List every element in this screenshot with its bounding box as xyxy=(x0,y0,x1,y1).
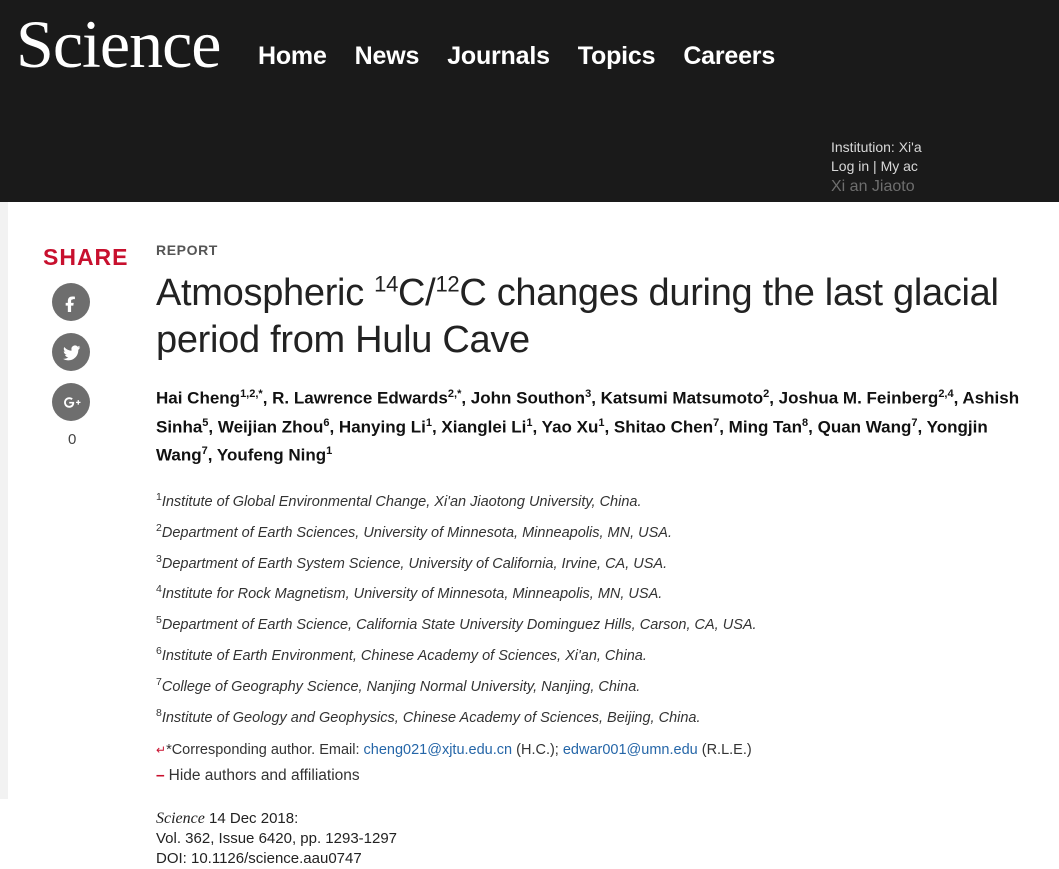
nav-item-journals[interactable]: Journals xyxy=(447,42,550,70)
share-title: SHARE xyxy=(43,244,129,270)
journal-name: Science xyxy=(156,809,205,827)
facebook-share-button[interactable] xyxy=(52,283,90,321)
corresponding-email-2-note: (R.L.E.) xyxy=(701,741,752,758)
affiliation-text: Institute of Earth Environment, Chinese Academy of Sciences, Xi'an, China. xyxy=(161,647,647,664)
affiliation-text: College of Geography Science, Nanjing Normal University, Nanjing, China. xyxy=(161,678,641,695)
institution-label: Institution: Xi'a xyxy=(831,139,922,155)
article-header-block xyxy=(156,242,1036,869)
institution-name: Xi an Jiaoto xyxy=(831,178,915,195)
article-type-label: REPORT xyxy=(156,242,218,258)
google-plus-share-button[interactable] xyxy=(52,383,90,421)
hide-authors-toggle[interactable] xyxy=(156,765,1036,787)
site-header xyxy=(0,0,1059,202)
affiliation-text: Institute of Global Environmental Change, Xi'an Jiaotong University, China. xyxy=(161,493,642,510)
affiliation-item xyxy=(156,638,1036,669)
share-count: 0 xyxy=(68,431,77,448)
corresponding-author-line xyxy=(156,739,1036,761)
affiliation-item xyxy=(156,515,1036,546)
title-mid: C/ xyxy=(398,272,436,314)
affiliation-number: 7 xyxy=(156,675,162,688)
corresponding-label: *Corresponding author. Email: xyxy=(166,741,360,758)
affiliation-number: 6 xyxy=(156,645,162,658)
nav-item-news[interactable]: News xyxy=(354,42,420,70)
corresponding-email-2[interactable]: edwar001@umn.edu xyxy=(562,741,698,758)
affiliation-number: 1 xyxy=(156,490,162,503)
affiliation-text: Department of Earth System Science, University of California, Irvine, CA, USA. xyxy=(161,555,668,572)
corresponding-email-1[interactable]: cheng021@xjtu.edu.cn xyxy=(363,741,513,758)
citation-block xyxy=(156,809,1036,869)
affiliation-number: 5 xyxy=(156,614,162,627)
affiliation-item xyxy=(156,607,1036,638)
author-list: Hai Cheng$^{1,2,*}$, R. Lawrence Edwards$^{2,*}$, John Southon$^3$, Katsumi Matsumoto$^2$, Joshua M. Feinberg$^{2,4}$, Ashish Sinha$^5$, Weijian Zhou$^6$, Hanying Li$^1$, Xianglei Li$^1$, Yao Xu$^1$, Shitao Chen$^7$, Ming Tan$^8$, Quan Wang$^7$, Yongjin Wang$^7$, Youfeng Ning$^1$ xyxy=(156,388,1020,465)
citation-doi: DOI: 10.1126/science.aau0747 xyxy=(156,849,362,867)
account-separator: | xyxy=(873,158,877,174)
my-account-link[interactable]: My ac xyxy=(880,158,918,174)
affiliation-item xyxy=(156,546,1036,577)
title-part-2: C changes during the last glacial period from Hulu Cave xyxy=(156,272,999,361)
main-navigation xyxy=(258,42,775,71)
twitter-share-button[interactable] xyxy=(52,333,90,371)
twitter-icon xyxy=(61,342,82,363)
title-superscript-12: 12 xyxy=(435,271,460,297)
affiliation-number: 8 xyxy=(156,706,162,719)
hide-authors-label: Hide authors and affiliations xyxy=(168,766,360,784)
affiliation-text: Institute for Rock Magnetism, University of Minnesota, Minneapolis, MN, USA. xyxy=(161,586,663,603)
login-link[interactable]: Log in xyxy=(831,158,870,174)
affiliation-list xyxy=(156,484,1036,731)
affiliation-item xyxy=(156,484,1036,515)
share-rail xyxy=(34,244,142,448)
pilcrow-icon: ↵ xyxy=(156,742,167,757)
citation-volume: Vol. 362, Issue 6420, pp. 1293-1297 xyxy=(156,829,398,847)
minus-icon: – xyxy=(156,766,165,784)
affiliation-item xyxy=(156,576,1036,607)
facebook-icon xyxy=(61,292,81,312)
affiliation-number: 3 xyxy=(156,552,162,565)
title-part-1: Atmospheric xyxy=(156,272,375,314)
account-area xyxy=(819,138,1059,198)
affiliation-number: 2 xyxy=(156,521,162,534)
affiliation-text: Department of Earth Sciences, University of Minnesota, Minneapolis, MN, USA. xyxy=(161,524,672,541)
citation-line-1 xyxy=(156,809,1036,829)
title-superscript-14: 14 xyxy=(374,271,399,297)
publication-date: 14 Dec 2018: xyxy=(209,809,299,827)
page-title xyxy=(156,270,1031,364)
article-content xyxy=(0,202,1059,867)
google-plus-icon xyxy=(61,392,82,413)
nav-item-topics[interactable]: Topics xyxy=(577,42,656,70)
nav-item-careers[interactable]: Careers xyxy=(683,42,776,70)
nav-item-home[interactable]: Home xyxy=(258,42,327,70)
affiliation-text: Institute of Geology and Geophysics, Chinese Academy of Sciences, Beijing, China. xyxy=(161,709,701,726)
affiliation-item xyxy=(156,700,1036,731)
account-links xyxy=(831,157,1059,176)
corresponding-email-1-note: (H.C.); xyxy=(516,741,559,758)
affiliation-text: Department of Earth Science, California State University Dominguez Hills, Carson, CA, USA. xyxy=(161,617,757,634)
affiliation-item xyxy=(156,669,1036,700)
site-logo[interactable]: Science xyxy=(16,6,221,82)
affiliation-number: 4 xyxy=(156,583,162,596)
